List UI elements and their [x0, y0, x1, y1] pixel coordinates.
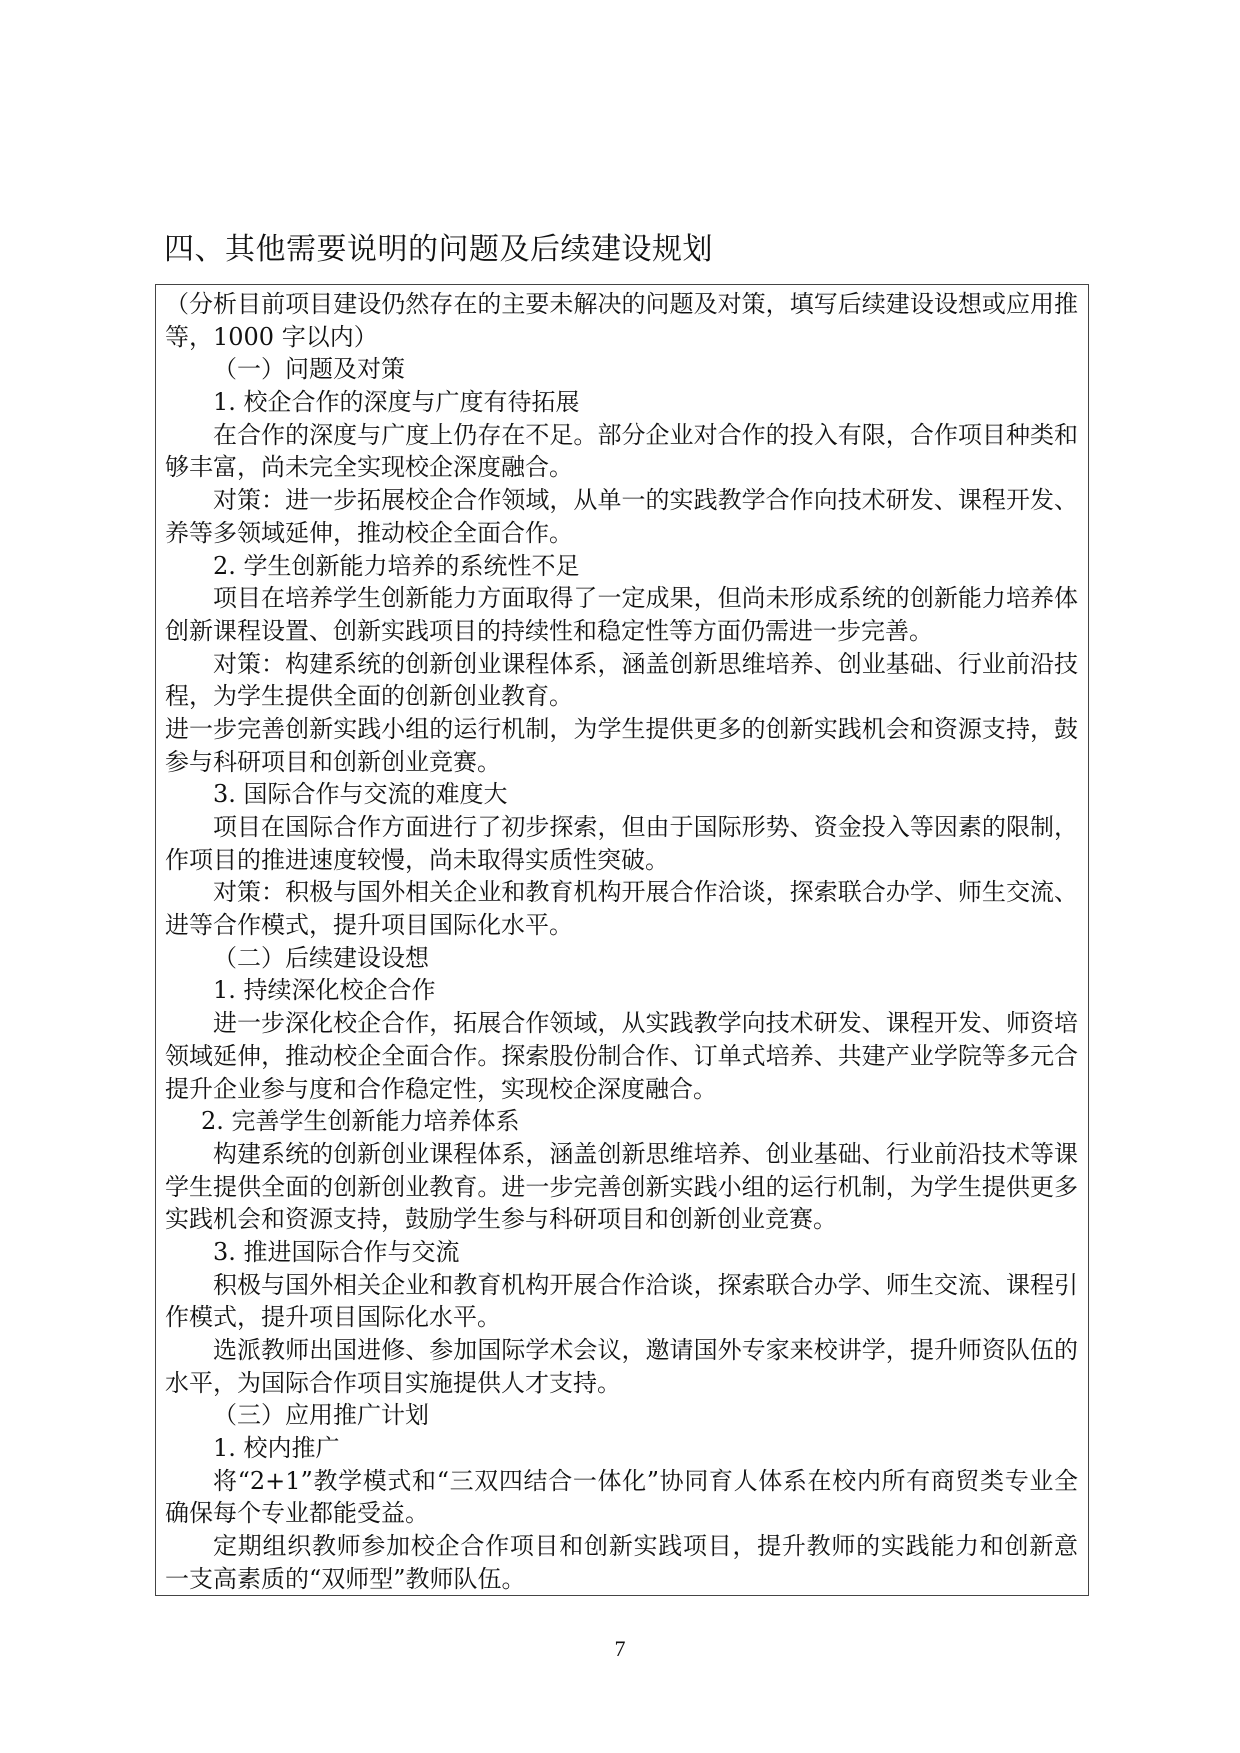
text-line: 进等合作模式，提升项目国际化水平。	[165, 911, 573, 940]
paragraph	[165, 1530, 1078, 1595]
text-line: 作项目的推进速度较慢，尚未取得实质性突破。	[165, 845, 669, 874]
text-line: 2. 完善学生创新能力培养体系	[201, 1107, 520, 1136]
text-line: 项目在国际合作方面进行了初步探索，但由于国际形势、资金投入等因素的限制，	[213, 813, 1078, 841]
text-line: （二）后续建设设想	[213, 943, 429, 972]
text-line: （分析目前项目建设仍然存在的主要未解决的问题及对策，填写后续建设设想或应用推	[165, 290, 1078, 318]
text-line: 提升企业参与度和合作稳定性，实现校企深度融合。	[165, 1074, 717, 1103]
text-line: 参与科研项目和创新创业竞赛。	[165, 747, 501, 776]
text-line: 积极与国外相关企业和教育机构开展合作洽谈，探索联合办学、师生交流、课程引	[213, 1270, 1078, 1299]
text-line: 水平，为国际合作项目实施提供人才支持。	[165, 1368, 621, 1397]
text-line: 学生提供全面的创新创业教育。进一步完善创新实践小组的运行机制，为学生提供更多	[165, 1172, 1078, 1201]
text-line: 1. 持续深化校企合作	[213, 976, 436, 1005]
item-heading	[165, 1236, 1078, 1269]
section-heading	[165, 1399, 1078, 1432]
paragraph	[165, 1138, 1078, 1236]
instruction-note	[165, 288, 1078, 353]
paragraph	[165, 419, 1078, 484]
page-number: 7	[614, 1636, 626, 1661]
text-line: 一支高素质的“双师型”教师队伍。	[165, 1564, 526, 1593]
content-box	[155, 284, 1089, 1596]
item-heading	[165, 1432, 1078, 1465]
text-line: 定期组织教师参加校企合作项目和创新实践项目，提升教师的实践能力和创新意	[213, 1532, 1078, 1561]
paragraph	[165, 648, 1078, 713]
text-line: 实践机会和资源支持，鼓励学生参与科研项目和创新创业竞赛。	[165, 1205, 837, 1234]
paragraph	[165, 1334, 1078, 1399]
text-line: 对策：构建系统的创新创业课程体系，涵盖创新思维培养、创业基础、行业前沿技	[213, 649, 1078, 678]
text-line: （三）应用推广计划	[213, 1401, 429, 1430]
text-line: 1. 校内推广	[213, 1434, 340, 1463]
text-line: 1. 校企合作的深度与广度有待拓展	[213, 388, 580, 417]
paragraph	[165, 1465, 1078, 1530]
section-heading	[165, 353, 1078, 386]
text-line: 2. 学生创新能力培养的系统性不足	[213, 551, 580, 580]
section-heading	[165, 942, 1078, 975]
text-line: 将“2+1”教学模式和“三双四结合一体化”协同育人体系在校内所有商贸类专业全	[213, 1466, 1078, 1495]
paragraph	[165, 582, 1078, 647]
paragraph	[165, 713, 1078, 778]
text-line: 项目在培养学生创新能力方面取得了一定成果，但尚未形成系统的创新能力培养体	[213, 584, 1078, 613]
text-line: 对策：进一步拓展校企合作领域，从单一的实践教学合作向技术研发、课程开发、	[213, 486, 1078, 515]
text-line: 等，1000 字以内）	[165, 322, 378, 351]
paragraph	[165, 1269, 1078, 1334]
text-line: 程，为学生提供全面的创新创业教育。	[165, 682, 573, 711]
text-line: 领域延伸，推动校企全面合作。探索股份制合作、订单式培养、共建产业学院等多元合	[165, 1041, 1078, 1070]
text-line: 选派教师出国进修、参加国际学术会议，邀请国外专家来校讲学，提升师资队伍的	[213, 1336, 1078, 1364]
text-line: 创新课程设置、创新实践项目的持续性和稳定性等方面仍需进一步完善。	[165, 616, 933, 645]
text-line: 确保每个专业都能受益。	[165, 1499, 429, 1528]
paragraph	[165, 1007, 1078, 1105]
paragraph	[165, 811, 1078, 876]
item-heading	[165, 1105, 1078, 1138]
text-line: 3. 推进国际合作与交流	[213, 1237, 460, 1266]
text-line: 养等多领域延伸，推动校企全面合作。	[165, 518, 573, 547]
section-title: 四、其他需要说明的问题及后续建设规划	[164, 232, 713, 267]
item-heading	[165, 974, 1078, 1007]
paragraph	[165, 876, 1078, 941]
text-line: （一）问题及对策	[213, 355, 405, 384]
text-line: 进一步完善创新实践小组的运行机制，为学生提供更多的创新实践机会和资源支持，鼓	[165, 714, 1078, 743]
text-line: 够丰富，尚未完全实现校企深度融合。	[165, 453, 573, 482]
text-line: 对策：积极与国外相关企业和教育机构开展合作洽谈，探索联合办学、师生交流、	[213, 878, 1078, 907]
paragraph	[165, 484, 1078, 549]
text-line: 进一步深化校企合作，拓展合作领域，从实践教学向技术研发、课程开发、师资培	[213, 1009, 1078, 1038]
item-heading	[165, 778, 1078, 811]
text-line: 在合作的深度与广度上仍存在不足。部分企业对合作的投入有限，合作项目种类和	[213, 420, 1078, 449]
item-heading	[165, 550, 1078, 583]
text-line: 作模式，提升项目国际化水平。	[165, 1303, 501, 1332]
item-heading	[165, 386, 1078, 419]
text-line: 构建系统的创新创业课程体系，涵盖创新思维培养、创业基础、行业前沿技术等课	[213, 1139, 1078, 1168]
text-line: 3. 国际合作与交流的难度大	[213, 780, 508, 809]
